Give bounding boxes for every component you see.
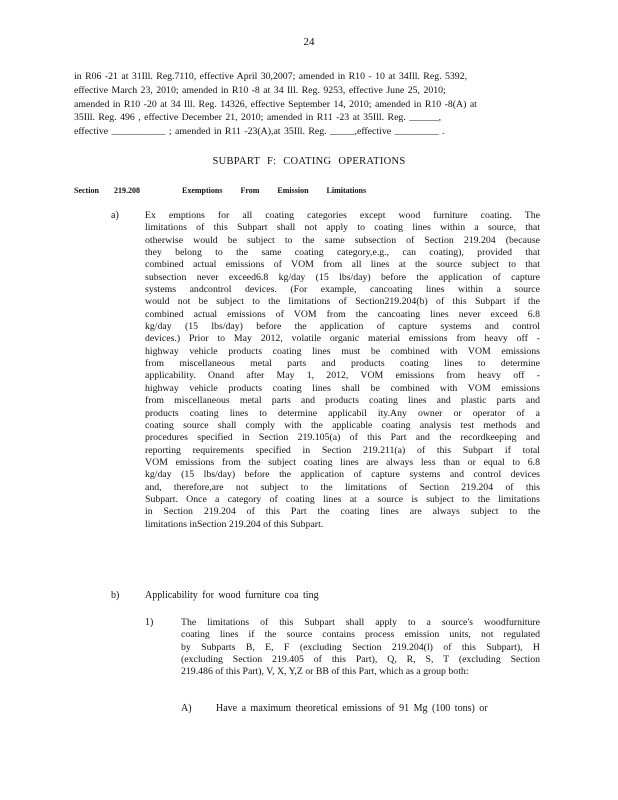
text-line: (excluding Section 219.405 of this Part), Q, R, S, T (excluding Section — [181, 654, 540, 666]
text-line: subsection never exceed6.8 kg/day (15 lbs/day) before the application of capture — [145, 271, 540, 283]
text-line: coating source shall comply with the applicable coating analysis test methods and — [145, 419, 540, 431]
para-b1-label: 1) — [145, 617, 154, 628]
para-a-body — [145, 210, 540, 531]
text-line: kg/day (15 lbs/day) before the application of capture systems and control — [145, 321, 540, 333]
history-line: effective March 23, 2010; amended in R10 -8 at 34 Ill. Reg. 9253, effective June 25, 2010; — [74, 84, 446, 96]
history-line: amended in R10 -20 at 34 Ill. Reg. 14326, effective September 14, 2010; amended in R10 -8(A) at — [74, 98, 477, 110]
text-line: VOM emissions from the subject coating lines are always less than or equal to 6.8 — [145, 456, 540, 468]
text-line: devices.) Prior to May 2012, volatile organic material emissions from heavy off - — [145, 333, 540, 345]
text-line: limitations inSection 219.204 of this Subpart. — [145, 518, 324, 530]
para-b1-body — [181, 617, 540, 679]
text-line: kg/day (15 lbs/day) before the application of capture systems and control devices — [145, 469, 540, 481]
text-line: from miscellaneous metal parts and products coating lines to determine — [145, 358, 540, 370]
text-line: from miscellaneous metal parts and products coating lines and plastic parts and — [145, 395, 540, 407]
para-b-heading: Applicability for wood furniture coa ting — [145, 590, 319, 601]
text-line: applicability. Onand after May 1, 2012, VOM emissions from heavy off - — [145, 370, 540, 382]
text-line: Subpart. Once a category of coating lines at a source is subject to the limitations — [145, 493, 540, 505]
text-line: in Section 219.204 of this Part the coating lines are always subject to the — [145, 506, 540, 518]
text-line: highway vehicle products coating lines shall be combined with VOM emissions — [145, 382, 540, 394]
text-line: they belong to the same coating category,e.g., can coating), provided that — [145, 247, 540, 259]
text-line: coating lines if the source contains process emission units, not regulated — [181, 629, 540, 641]
text-line: systems andcontrol devices. (For example, cancoating lines within a source — [145, 284, 540, 296]
subpart-heading: SUBPART F: COATING OPERATIONS — [212, 156, 406, 167]
para-b1A-label: A) — [181, 703, 192, 714]
text-line: reporting requirements specified in Section 219.211(a) of this Subpart if total — [145, 444, 540, 456]
text-line: would not be subject to the limitations of Section219.204(b) of this Subpart if the — [145, 296, 540, 308]
page-number: 24 — [303, 36, 315, 48]
text-line: 219.486 of this Part), V, X, Y,Z or BB of this Part, which as a group both: — [181, 666, 469, 678]
text-line: combined actual emissions of VOM from the cancoating lines never exceed 6.8 — [145, 308, 540, 320]
text-line: by Subparts B, E, F (excluding Section 219.204(l) of this Subpart), H — [181, 641, 540, 653]
history-note — [74, 70, 526, 139]
text-line: Ex emptions for all coating categories except wood furniture coating. The — [145, 210, 540, 221]
text-line: combined actual emissions of VOM from all lines at the source subject to that — [145, 259, 540, 271]
text-line: The limitations of this Subpart shall apply to a source's woodfurniture — [181, 617, 540, 628]
section-number: 219.208 — [114, 186, 140, 195]
para-b-label: b) — [111, 590, 120, 601]
history-line: effective ___________ ; amended in R11 -23(A),at 35Ill. Reg. _____,effective _________ . — [74, 126, 445, 138]
text-line: limitations of this Subpart shall not apply to coating lines within a source, that — [145, 222, 540, 234]
section-title: Exemptions From Emission Limitations — [182, 186, 367, 195]
para-b1A-text: Have a maximum theoretical emissions of 91 Mg (100 tons) or — [216, 703, 488, 714]
history-line: 35Ill. Reg. 496 , effective December 21, 2010; amended in R11 -23 at 35Ill. Reg. ______, — [74, 112, 442, 124]
section-label: Section — [74, 186, 99, 195]
text-line: products coating lines to determine applicabil ity.Any owner or operator of a — [145, 407, 540, 419]
history-line: in R06 -21 at 31Ill. Reg.7110, effective April 30,2007; amended in R10 - 10 at 34Ill. Reg. 5392, — [74, 71, 468, 82]
text-line: procedures specified in Section 219.105(a) of this Part and the recordkeeping and — [145, 432, 540, 444]
para-a-label: a) — [111, 210, 119, 221]
text-line: highway vehicle products coating lines must be combined with VOM emissions — [145, 345, 540, 357]
text-line: and, therefore,are not subject to the limitations of Section 219.204 of this — [145, 481, 540, 493]
text-line: otherwise would be subject to the same subsection of Section 219.204 (because — [145, 234, 540, 246]
